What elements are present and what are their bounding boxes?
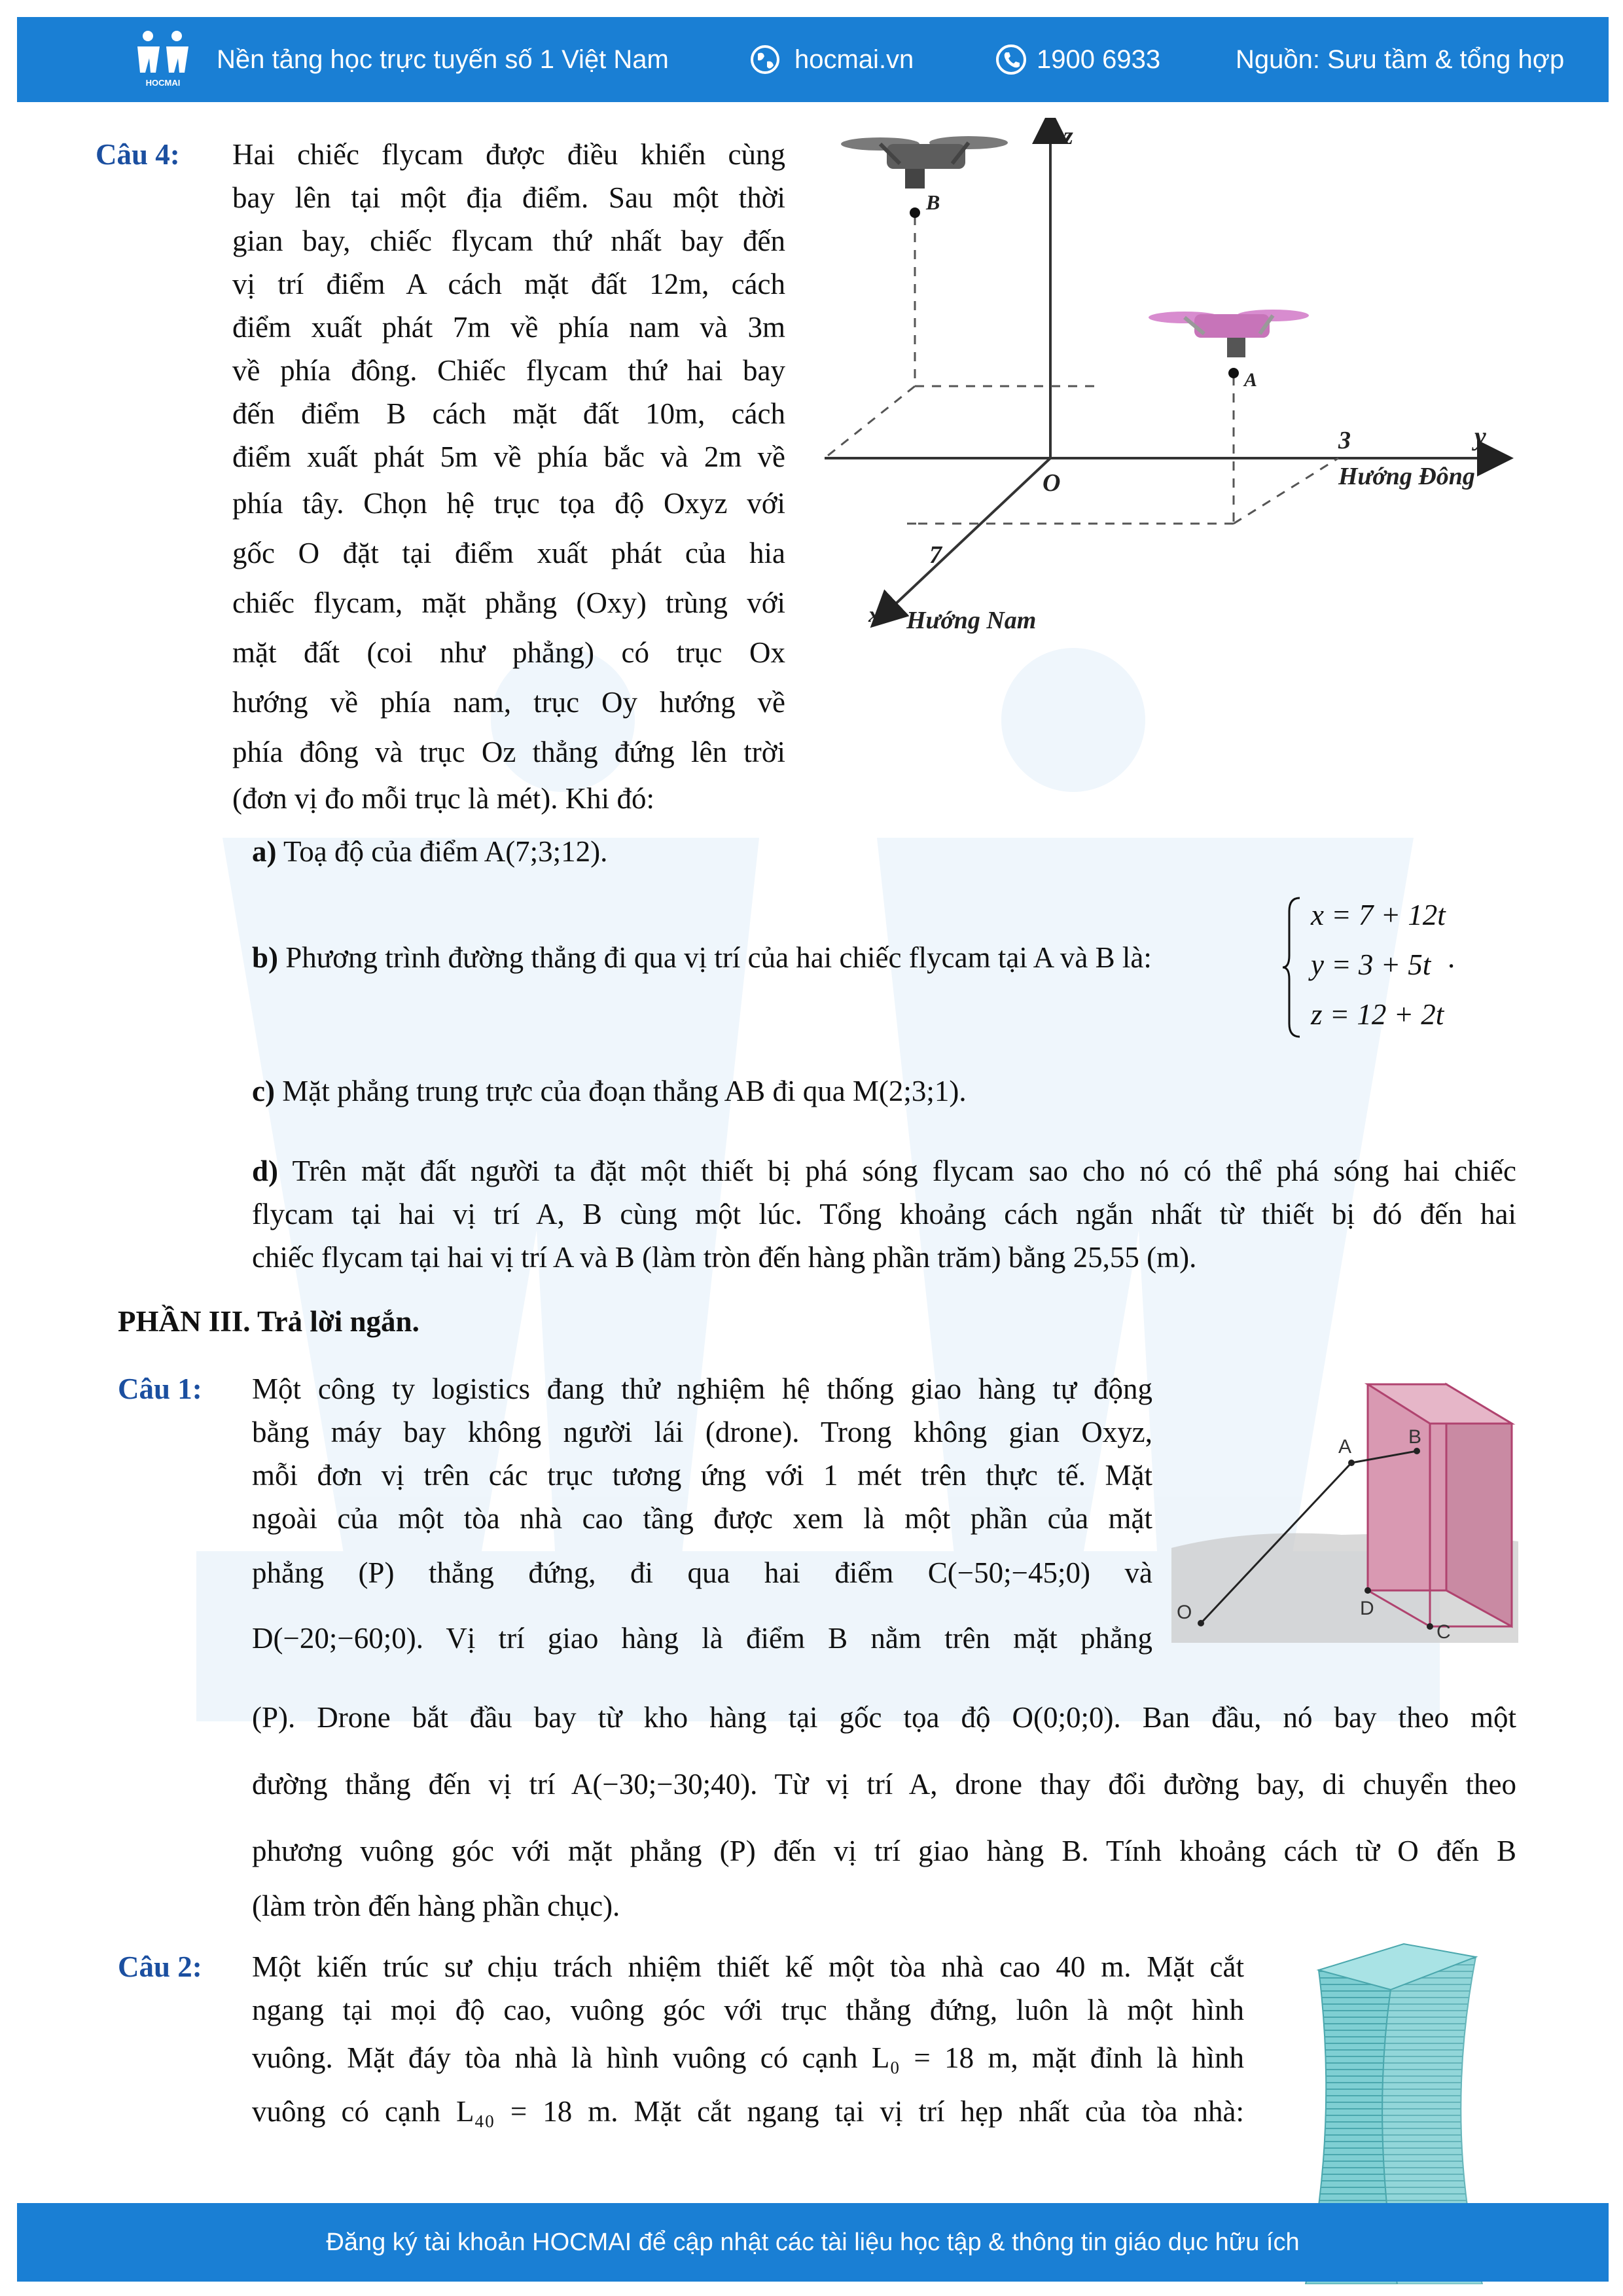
a-label: A: [1244, 369, 1258, 391]
statement-d-line: [252, 1149, 1516, 1193]
part3-title: PHẦN III. Trả lời ngắn.: [118, 1305, 419, 1338]
statement-d-text: Trên mặt đất người ta đặt một thiết bị phá sóng flycam sao cho nó có thể phá sóng hai chiếc: [292, 1155, 1516, 1187]
q4-line: Hai chiếc flycam được điều khiển cùng: [232, 138, 785, 171]
statement-c-text: Mặt phẳng trung trực của đoạn thẳng AB đi qua M(2;3;1).: [282, 1075, 967, 1107]
guide-a-south: [1234, 458, 1338, 524]
statement-d-line: chiếc flycam tại hai vị trí A và B (làm tròn đến hàng phần trăm) bằng 25,55 (m).: [252, 1241, 1197, 1274]
q2-paragraph: [252, 1945, 1244, 2139]
y-label: y: [1474, 422, 1486, 451]
statement-c-label: c): [252, 1075, 275, 1107]
q1-line: mỗi đơn vị trên các trục tương ứng với 1 mét trên thực tế. Mặt: [252, 1459, 1152, 1492]
drone-a-icon: [1149, 310, 1309, 357]
header-bar: [17, 17, 1609, 102]
equation-x: x = 7 + 12t: [1311, 899, 1446, 931]
q4-line: vị trí điểm A cách mặt đất 12m, cách: [232, 268, 785, 300]
x-tick-7: 7: [929, 541, 942, 569]
q4-line: (đơn vị đo mỗi trục là mét). Khi đó:: [232, 782, 654, 815]
statement-a-label: a): [252, 835, 277, 868]
q2-line: vuông. Mặt đáy tòa nhà là hình vuông có cạnh L₀ = 18 m, mặt đỉnh là hình: [252, 2041, 1244, 2074]
building-drone-figure: [1171, 1371, 1518, 1643]
q4-statement-c: [252, 1069, 967, 1113]
fig-point-o: [1198, 1620, 1204, 1626]
q4-line: bay lên tại một địa điểm. Sau một thời: [232, 181, 785, 214]
q1-line: (làm tròn đến hàng phần chục).: [252, 1890, 620, 1922]
q4-statement-d: [252, 1149, 1516, 1279]
q4-line: gian bay, chiếc flycam thứ nhất bay đến: [232, 224, 785, 257]
point-a: [1228, 368, 1239, 378]
statement-d-line: flycam tại hai vị trí A, B cùng một lúc. Tổng khoảng cách ngắn nhất từ thiết bị đó đến hai: [252, 1198, 1516, 1230]
q4-line: điểm xuất phát 7m về phía nam và 3m: [232, 311, 785, 344]
q4-line: phía đông và trục Oz thẳng đứng lên trời: [232, 736, 785, 768]
q2-label: Câu 2:: [118, 1950, 202, 1983]
q1-line: bằng máy bay không người lái (drone). Trong không gian Oxyz,: [252, 1416, 1152, 1448]
q4-line: mặt đất (coi như phẳng) có trục Ox: [232, 636, 785, 669]
q2-line: vuông có cạnh L₄₀ = 18 m. Mặt cắt ngang tại vị trí hẹp nhất của tòa nhà:: [252, 2095, 1244, 2128]
south-label: Hướng Nam: [906, 607, 1037, 634]
q2-line: Một kiến trúc sư chịu trách nhiệm thiết kế một tòa nhà cao 40 m. Mặt cắt: [252, 1950, 1244, 1983]
logo-text: HOCMAI: [145, 78, 181, 88]
fig-point-b: [1414, 1448, 1420, 1454]
statement-b-label: b): [252, 941, 279, 974]
x-axis: [883, 458, 1050, 615]
q1-line: (P). Drone bắt đầu bay từ kho hàng tại gốc tọa độ O(0;0;0). Ban đầu, nó bay theo một: [252, 1701, 1516, 1734]
x-label: x: [868, 603, 880, 627]
q1-line: ngoài của một tòa nhà cao tầng được xem là một phần của mặt: [252, 1502, 1152, 1535]
q4-statement-b: [252, 936, 1152, 979]
system-brace: [1281, 895, 1302, 1039]
point-b: [910, 207, 920, 218]
fig-c-label: C: [1436, 1621, 1451, 1643]
header-website[interactable]: [749, 17, 914, 102]
statement-d-label: d): [252, 1155, 279, 1187]
y-tick-3: 3: [1338, 427, 1351, 454]
hocmai-logo-icon: [134, 27, 192, 92]
fig-point-d: [1364, 1587, 1371, 1594]
fig-d-label: D: [1360, 1598, 1374, 1619]
q4-paragraph: [232, 133, 785, 820]
fig-b-label: B: [1408, 1426, 1422, 1448]
q2-line: ngang tại mọi độ cao, vuông góc với trục thẳng đứng, luôn là một hình: [252, 1994, 1244, 2026]
phone-text: 1900 6933: [1037, 45, 1161, 74]
header-logo[interactable]: [134, 17, 192, 102]
line-equation-system: [1311, 890, 1446, 1039]
fig-o-label: O: [1177, 1602, 1192, 1623]
q4-line: chiếc flycam, mặt phẳng (Oxy) trùng với: [232, 586, 785, 619]
fig-a-label: A: [1338, 1436, 1352, 1458]
q1-paragraph-bottom: [252, 1684, 1516, 1928]
east-label: Hướng Đông: [1338, 463, 1475, 490]
globe-icon: [749, 43, 781, 76]
q1-line: D(−20;−60;0). Vị trí giao hàng là điểm B nằm trên mặt phẳng: [252, 1622, 1152, 1655]
z-label: z: [1063, 122, 1073, 150]
flycam-coordinate-figure: [815, 118, 1535, 655]
q4-line: phía tây. Chọn hệ trục tọa độ Oxyz với: [232, 487, 785, 520]
origin-label: O: [1043, 469, 1061, 497]
phone-icon: [995, 43, 1027, 76]
statement-a-text: Toạ độ của điểm A(7;3;12).: [283, 835, 608, 868]
q1-label: Câu 1:: [118, 1372, 202, 1405]
q4-line: gốc O đặt tại điểm xuất phát của hia: [232, 537, 785, 569]
q1-line: Một công ty logistics đang thử nghiệm hệ thống giao hàng tự động: [252, 1372, 1152, 1405]
guide-b-east: [825, 386, 915, 458]
statement-b-text: Phương trình đường thẳng đi qua vị trí của hai chiếc flycam tại A và B là:: [285, 941, 1152, 974]
website-text: hocmai.vn: [794, 45, 914, 74]
q4-statement-a: [252, 830, 607, 873]
q4-label: Câu 4:: [96, 138, 180, 171]
equation-z: z = 12 + 2t: [1311, 998, 1444, 1031]
system-end: .: [1448, 941, 1455, 974]
header-phone[interactable]: [995, 17, 1160, 102]
fig-point-c: [1427, 1623, 1433, 1630]
equation-y: y = 3 + 5t: [1311, 948, 1431, 981]
header-slogan: Nền tảng học trực tuyến số 1 Việt Nam: [217, 45, 669, 74]
q4-line: đến điểm B cách mặt đất 10m, cách: [232, 397, 785, 430]
header-source: Nguồn: Sưu tầm & tổng hợp: [1236, 45, 1565, 74]
fig-point-a: [1348, 1460, 1355, 1466]
q4-line: điểm xuất phát 5m về phía bắc và 2m về: [232, 440, 785, 473]
b-label: B: [926, 190, 940, 214]
footer-text[interactable]: Đăng ký tài khoản HOCMAI để cập nhật các tài liệu học tập & thông tin giáo dục hữu ích: [326, 2228, 1300, 2256]
q1-paragraph-top: [252, 1367, 1152, 1671]
footer-bar: [17, 2203, 1609, 2282]
q1-line: phương vuông góc với mặt phẳng (P) đến vị trí giao hàng B. Tính khoảng cách từ O đến B: [252, 1835, 1516, 1867]
drone-b-icon: [841, 136, 1008, 188]
q1-line: đường thẳng đến vị trí A(−30;−30;40). Từ vị trí A, drone thay đổi đường bay, di chuyển theo: [252, 1768, 1516, 1801]
q1-line: phẳng (P) thẳng đứng, đi qua hai điểm C(−50;−45;0) và: [252, 1556, 1152, 1589]
q4-line: về phía đông. Chiếc flycam thứ hai bay: [232, 354, 785, 387]
q4-line: hướng về phía nam, trục Oy hướng về: [232, 686, 785, 719]
